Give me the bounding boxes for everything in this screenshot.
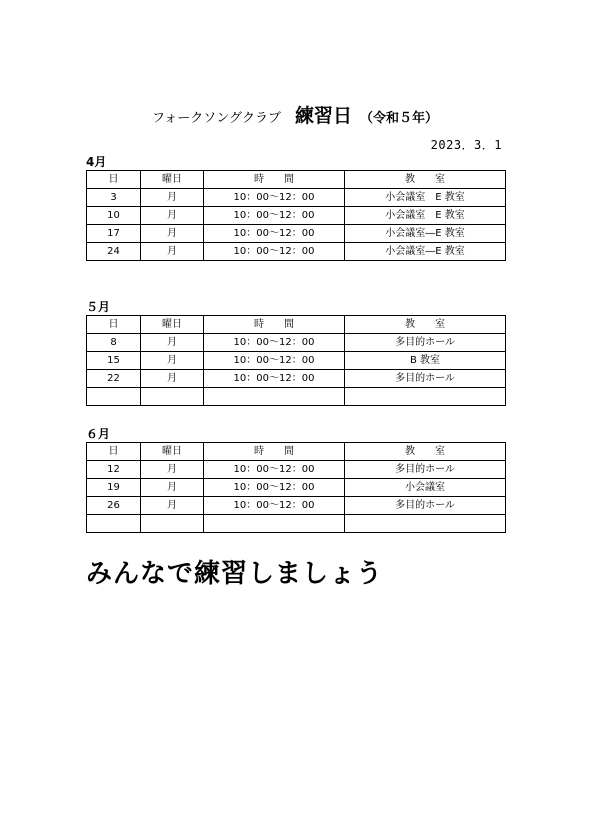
month-label: ５月 [86,300,111,314]
cell-weekday: 月 [141,352,204,370]
header-time: 時 間 [204,443,345,461]
slogan: みんなで練習しましょう [86,559,384,589]
cell-time: 10：00～12：00 [204,189,345,207]
cell-weekday: 月 [141,207,204,225]
cell-time [204,388,345,406]
cell-day: 26 [87,497,141,515]
cell-time: 10：00～12：00 [204,370,345,388]
club-name: フォークソングクラブ [151,111,282,126]
header-room: 教 室 [345,316,506,334]
cell-day: 15 [87,352,141,370]
cell-day: 10 [87,207,141,225]
cell-time: 10：00～12：00 [204,334,345,352]
cell-weekday: 月 [141,479,204,497]
main-title: 練習日 [295,105,353,127]
header-day: 日 [87,443,141,461]
cell-time [204,515,345,533]
cell-room: 多目的ホール [345,370,506,388]
table-header-row [87,316,506,334]
cell-room: 多目的ホール [345,461,506,479]
header-weekday: 曜日 [141,171,204,189]
cell-day: 19 [87,479,141,497]
cell-day: 3 [87,189,141,207]
header-day: 日 [87,316,141,334]
cell-time: 10：00～12：00 [204,352,345,370]
table-row-empty [87,388,506,406]
cell-weekday [141,515,204,533]
table-row [87,479,506,497]
schedule-table-april [86,170,506,261]
cell-weekday: 月 [141,243,204,261]
cell-time: 10：00～12：00 [204,479,345,497]
header-weekday: 曜日 [141,443,204,461]
header-room: 教 室 [345,171,506,189]
table-row [87,461,506,479]
cell-time: 10：00～12：00 [204,243,345,261]
header-weekday: 曜日 [141,316,204,334]
era-label: （令和５年） [360,111,439,126]
cell-time: 10：00～12：00 [204,461,345,479]
table-row [87,497,506,515]
cell-day: 24 [87,243,141,261]
section-june [86,426,506,533]
month-label: 4月 [86,155,107,169]
table-header-row [87,171,506,189]
header-time: 時 間 [204,316,345,334]
cell-room: 小会議室 E 教室 [345,189,506,207]
cell-time: 10：00～12：00 [204,207,345,225]
document-date: 2023．3．1 [430,138,502,152]
cell-day: 17 [87,225,141,243]
schedule-table-june [86,442,506,533]
cell-room: 小会議室 E 教室 [345,207,506,225]
cell-room: 小会議室―E 教室 [345,225,506,243]
cell-day [87,515,141,533]
cell-room: 小会議室 [345,479,506,497]
cell-weekday: 月 [141,334,204,352]
table-row-empty [87,515,506,533]
table-row [87,225,506,243]
cell-day [87,388,141,406]
table-row [87,243,506,261]
table-row [87,207,506,225]
cell-day: 12 [87,461,141,479]
section-may [86,299,506,406]
cell-day: 22 [87,370,141,388]
cell-weekday: 月 [141,225,204,243]
cell-room [345,388,506,406]
cell-time: 10：00～12：00 [204,497,345,515]
table-row [87,189,506,207]
table-header-row [87,443,506,461]
table-row [87,352,506,370]
cell-room: 多目的ホール [345,334,506,352]
section-april [86,154,506,261]
table-row [87,370,506,388]
schedule-table-may [86,315,506,406]
header-time: 時 間 [204,171,345,189]
cell-room: 小会議室―E 教室 [345,243,506,261]
cell-weekday: 月 [141,370,204,388]
cell-room: 多目的ホール [345,497,506,515]
cell-room [345,515,506,533]
table-row [87,334,506,352]
month-label: ６月 [86,427,111,441]
cell-time: 10：00～12：00 [204,225,345,243]
cell-day: 8 [87,334,141,352]
cell-weekday: 月 [141,497,204,515]
cell-room: B 教室 [345,352,506,370]
cell-weekday: 月 [141,461,204,479]
cell-weekday [141,388,204,406]
header-room: 教 室 [345,443,506,461]
document-title [0,104,590,131]
header-day: 日 [87,171,141,189]
cell-weekday: 月 [141,189,204,207]
